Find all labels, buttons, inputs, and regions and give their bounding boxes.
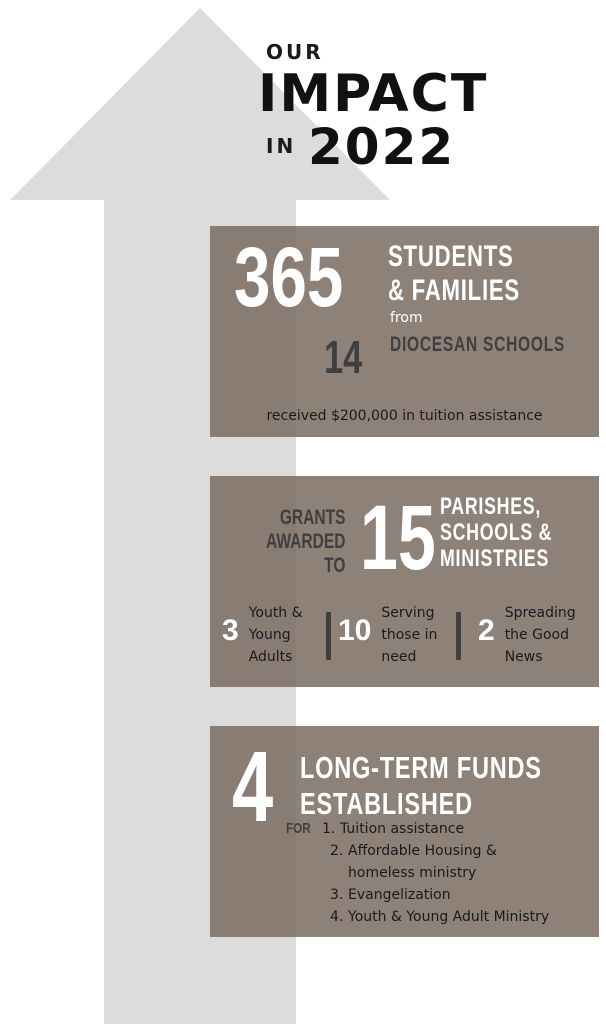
list-item xyxy=(322,818,549,840)
grants-panel xyxy=(210,476,599,687)
grant-category-text: Spreading the Good News xyxy=(504,605,576,665)
list-text: Affordable Housing & xyxy=(348,843,497,859)
students-label-line1: STUDENTS xyxy=(388,240,514,273)
list-number: 2. xyxy=(330,843,344,859)
list-item xyxy=(330,862,549,884)
list-text: Youth & Young Adult Ministry xyxy=(348,909,550,925)
from-label: from xyxy=(390,310,423,326)
list-item xyxy=(330,906,549,928)
students-panel xyxy=(210,226,599,437)
recipients-line1: PARISHES, xyxy=(440,493,542,520)
divider xyxy=(326,612,331,660)
grant-category-news xyxy=(478,602,576,668)
grants-line2: AWARDED xyxy=(266,530,346,553)
grants-line1: GRANTS xyxy=(279,506,346,529)
title-year: 2022 xyxy=(308,118,456,176)
grant-category-count: 10 xyxy=(338,614,372,647)
list-text: Tuition assistance xyxy=(340,821,465,837)
grant-category-text: Youth & Young Adults xyxy=(248,605,303,665)
grants-recipients-label xyxy=(440,494,552,572)
grant-category-text: Serving those in need xyxy=(381,605,438,665)
list-text: homeless ministry xyxy=(348,865,477,881)
funds-list xyxy=(322,818,549,928)
list-number: 1. xyxy=(322,821,336,837)
list-item xyxy=(330,840,549,862)
for-label: FOR xyxy=(286,820,311,837)
grants-label xyxy=(266,506,345,578)
title-our: OUR xyxy=(266,40,324,64)
funds-label xyxy=(300,750,542,822)
students-count: 365 xyxy=(234,230,344,324)
tuition-text: received $200,000 in tuition assistance xyxy=(266,408,543,424)
funds-count: 4 xyxy=(232,731,274,843)
grant-category-need xyxy=(338,602,437,668)
grant-category-count: 3 xyxy=(222,614,239,647)
funds-label-line1: LONG-TERM FUNDS xyxy=(300,750,542,785)
schools-count: 14 xyxy=(324,331,363,383)
grants-count: 15 xyxy=(360,487,436,589)
title-in: IN xyxy=(266,134,297,158)
schools-label: DIOCESAN SCHOOLS xyxy=(390,333,566,356)
grant-category-count: 2 xyxy=(478,614,495,647)
grant-category-youth xyxy=(222,602,303,668)
list-item xyxy=(330,884,549,906)
title-impact: IMPACT xyxy=(258,64,489,124)
students-label-line2: & FAMILIES xyxy=(388,274,520,307)
list-text: Evangelization xyxy=(348,887,451,903)
list-number xyxy=(330,862,348,884)
recipients-line3: MINISTRIES xyxy=(440,545,550,572)
grants-line3: TO xyxy=(324,554,346,577)
funds-panel xyxy=(210,726,599,937)
students-label xyxy=(388,240,520,308)
funds-label-line2: ESTABLISHED xyxy=(300,786,473,821)
recipients-line2: SCHOOLS & xyxy=(440,519,553,546)
divider xyxy=(456,612,461,660)
list-number: 4. xyxy=(330,909,344,925)
list-number: 3. xyxy=(330,887,344,903)
